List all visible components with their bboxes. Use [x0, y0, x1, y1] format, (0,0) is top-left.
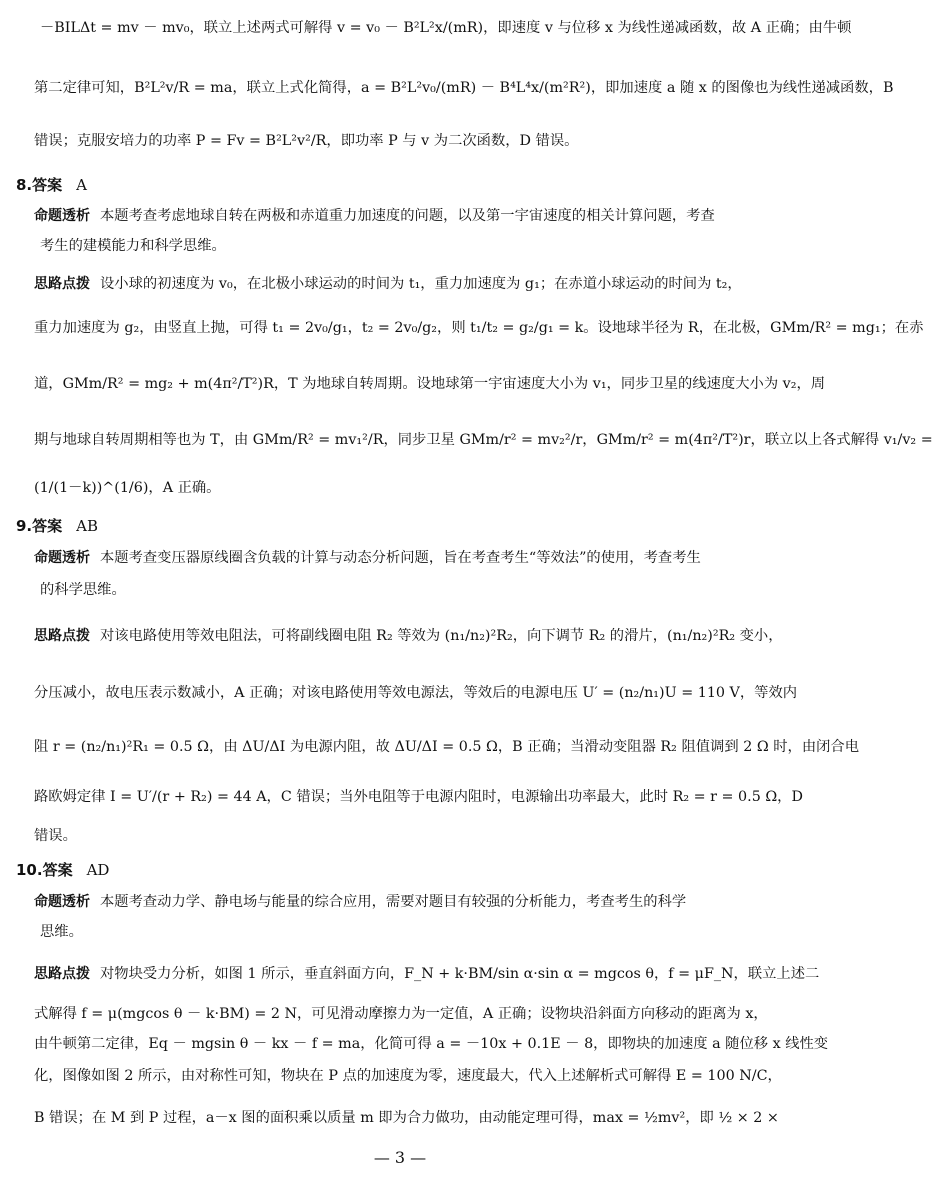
analysis-line: [34, 892, 774, 912]
text-line: －BILΔt = mv － mv₀，联立上述两式可解得 v = v₀ － B²L²x/(mR)，即速度 v 与位移 x 为线性递减函数，故 A 正确；由牛顿: [40, 20, 852, 36]
text-line: 的科学思维。: [40, 582, 126, 598]
text-line: 路欧姆定律 I = U′/(r + R₂) = 44 A，C 错误；当外电阻等于电源内阻时，电源输出功率最大，此时 R₂ = r = 0.5 Ω，D: [34, 789, 803, 805]
hint-line: [34, 626, 783, 646]
section-label: 思路点拨: [34, 966, 90, 982]
answer-label: 答案: [32, 517, 63, 535]
section-text: 本题考查动力学、静电场与能量的综合应用，需要对题目有较强的分析能力，考查考生的科学: [100, 894, 687, 910]
answer-heading-8: [16, 175, 756, 195]
text-line: (1/(1－k))^(1/6)，A 正确。: [34, 480, 221, 496]
answer-value: A: [76, 176, 87, 194]
section-text: 本题考查考虑地球自转在两极和赤道重力加速度的问题，以及第一宇宙速度的相关计算问题，考查: [100, 208, 715, 224]
analysis-line: [34, 548, 774, 568]
answer-heading-9: [16, 516, 756, 536]
text-line: 式解得 f = μ(mgcos θ － k·BM) = 2 N，可见滑动摩擦力为一定值，A 正确；设物块沿斜面方向移动的距离为 x，: [34, 1006, 768, 1022]
section-label: 命题透析: [34, 550, 90, 566]
question-number: 8.: [16, 176, 33, 194]
text-line: 思维。: [40, 924, 83, 940]
hint-line: [34, 274, 774, 294]
section-text: 本题考查变压器原线圈含负载的计算与动态分析问题，旨在考查考生“等效法”的使用，考查考生: [100, 550, 701, 566]
section-label: 命题透析: [34, 208, 90, 224]
text-line: 道，GMm/R² = mg₂ + m(4π²/T²)R，T 为地球自转周期。设地球第一宇宙速度大小为 v₁，同步卫星的线速度大小为 v₂，周: [34, 376, 826, 392]
answer-label: 答案: [42, 861, 73, 879]
text-line: 重力加速度为 g₂，由竖直上抛，可得 t₁ = 2v₀/g₁，t₂ = 2v₀/g₂，则 t₁/t₂ = g₂/g₁ = k。设地球半径为 R，在北极，GMm/R² = mg₁；在赤: [34, 320, 924, 336]
hint-line: [34, 964, 820, 984]
answer-value: AB: [76, 517, 99, 535]
text-line: 考生的建模能力和科学思维。: [40, 238, 226, 254]
page-number: — 3 —: [373, 1148, 427, 1167]
answer-heading-10: [16, 860, 756, 880]
text-line: 分压减小，故电压表示数减小，A 正确；对该电路使用等效电源法，等效后的电源电压 U′ = (n₂/n₁)U = 110 V，等效内: [34, 685, 798, 701]
text-line: B 错误；在 M 到 P 过程，a－x 图的面积乘以质量 m 即为合力做功，由动能定理可得，max = ½mv²，即 ½ × 2 ×: [34, 1110, 779, 1126]
section-text: 对物块受力分析，如图 1 所示，垂直斜面方向，F_N + k·BM/sin α·sin α = mgcos θ，f = μF_N，联立上述二: [100, 966, 820, 982]
text-line: 第二定律可知，B²L²v/R = ma，联立上式化简得，a = B²L²v₀/(mR) － B⁴L⁴x/(m²R²)，即加速度 a 随 x 的图像也为线性递减函数，B: [34, 80, 894, 96]
section-text: 对该电路使用等效电阻法，可将副线圈电阻 R₂ 等效为 (n₁/n₂)²R₂，向下调节 R₂ 的滑片，(n₁/n₂)²R₂ 变小，: [100, 628, 783, 644]
question-number: 10.: [16, 861, 43, 879]
analysis-line: [34, 206, 774, 226]
text-line: 错误；克服安培力的功率 P = Fv = B²L²v²/R，即功率 P 与 v 为二次函数，D 错误。: [34, 133, 579, 149]
section-text: 设小球的初速度为 v₀，在北极小球运动的时间为 t₁，重力加速度为 g₁；在赤道小球运动的时间为 t₂，: [100, 276, 742, 292]
answer-label: 答案: [32, 176, 63, 194]
text-line: 错误。: [34, 828, 77, 844]
text-line: 由牛顿第二定律，Eq － mgsin θ － kx － f = ma，化简可得 a = －10x + 0.1E － 8，即物块的加速度 a 随位移 x 线性变: [34, 1036, 829, 1052]
answer-value: AD: [86, 861, 110, 879]
text-line: 化，图像如图 2 所示，由对称性可知，物块在 P 点的加速度为零，速度最大，代入上述解析式可解得 E = 100 N/C，: [34, 1068, 782, 1084]
text-line: 阻 r = (n₂/n₁)²R₁ = 0.5 Ω，由 ΔU/ΔI 为电源内阻，故 ΔU/ΔI = 0.5 Ω，B 正确；当滑动变阻器 R₂ 阻值调到 2 Ω 时，由闭合电: [34, 739, 860, 755]
section-label: 命题透析: [34, 894, 90, 910]
section-label: 思路点拨: [34, 628, 90, 644]
question-number: 9.: [16, 517, 33, 535]
section-label: 思路点拨: [34, 276, 90, 292]
text-line: 期与地球自转周期相等也为 T，由 GMm/R² = mv₁²/R，同步卫星 GMm/r² = mv₂²/r，GMm/r² = m(4π²/T²)r，联立以上各式解得 v₁/v₂ =: [34, 432, 933, 448]
